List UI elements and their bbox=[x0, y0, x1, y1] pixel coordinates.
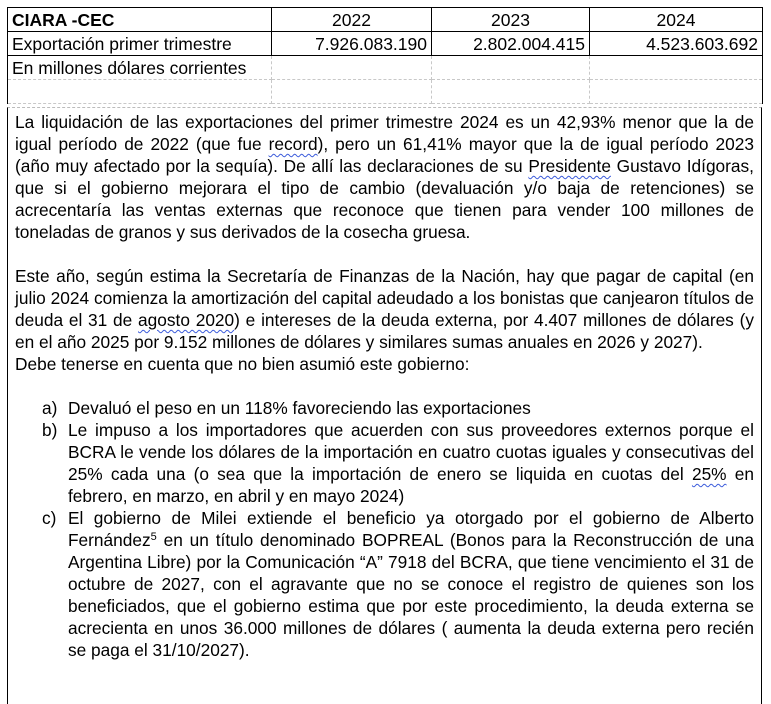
header-year-2023: 2023 bbox=[432, 8, 590, 32]
value-2022: 7.926.083.190 bbox=[272, 32, 432, 56]
spellcheck-word: record bbox=[268, 134, 318, 154]
empty-row bbox=[8, 80, 763, 104]
header-year-2022: 2022 bbox=[272, 8, 432, 32]
table-header-row bbox=[8, 8, 763, 32]
footnote-ref: 5 bbox=[150, 531, 157, 543]
list-item: c) El gobierno de Milei extiende el beneficio ya otorgado por el gobierno de Alberto Fernández$^5$ en un título denominado BOPREAL (Bonos para la Reconstrucción de una Argentina Libre) por la Comunicación “A” 7918 del BCRA, que tiene vencimiento el 31 de octubre de 2027, con el agravante que no se conoce el registro de quienes son los beneficiados, que el gobierno estima que por este procedimiento, la deuda externa se acrecienta en unos 36.000 millones de dólares ( aumenta la deuda externa pero recién se paga el 31/10/2027). bbox=[42, 508, 754, 660]
header-label: CIARA -CEC bbox=[8, 8, 272, 32]
spellcheck-word: Presidente bbox=[528, 156, 611, 176]
unit-row bbox=[8, 56, 763, 80]
exports-table bbox=[7, 7, 763, 104]
paragraph-1: La liquidación de las exportaciones del primer trimestre 2024 es un 42,93% menor que la de igual período de 2022 (que fue record), pero un 61,41% mayor que la de igual período 2023 (año muy afectado por la sequía). De allí las declaraciones de su Presidente Gustavo Idígoras, que si el gobierno mejorara el tipo de cambio (devaluación y/o baja de retenciones) se acrecentaría las ventas externas que reconoce que tienen para vender 100 millones de toneladas de granos y sus derivados de la cosecha gruesa. bbox=[15, 112, 754, 242]
value-2024: 4.523.603.692 bbox=[590, 32, 763, 56]
paragraph-3: Debe tenerse en cuenta que no bien asumió este gobierno: bbox=[15, 354, 470, 374]
spellcheck-word: agosto 2020 bbox=[138, 310, 235, 330]
paragraph-2: Este año, según estima la Secretaría de Finanzas de la Nación, hay que pagar de capital (en julio 2024 comienza la amortización del capital adeudado a los bonistas que canjearon títulos de deuda el 31 de agosto 2020) e intereses de la deuda externa, por 4.407 millones de dólares (y en el año 2025 por 9.152 millones de dólares y similares sumas anuales en 2026 y 2027). bbox=[15, 266, 754, 352]
measures-list bbox=[15, 397, 754, 661]
row-label: Exportación primer trimestre bbox=[8, 32, 272, 56]
body-text-box bbox=[7, 107, 762, 704]
list-item: a) Devaluó el peso en un 118% favoreciendo las exportaciones bbox=[42, 398, 531, 418]
table-row bbox=[8, 32, 763, 56]
list-item: b) Le impuso a los importadores que acuerden con sus proveedores externos porque el BCRA le vende los dólares de la importación en cuatro cuotas iguales y consecutivas del 25% cada una (o sea que la importación de enero se liquida en cuotas del 25% en febrero, en marzo, en abril y en mayo 2024) bbox=[42, 420, 754, 506]
header-year-2024: 2024 bbox=[590, 8, 763, 32]
unit-note: En millones dólares corrientes bbox=[8, 56, 272, 80]
spellcheck-word: 25% bbox=[691, 464, 727, 484]
value-2023: 2.802.004.415 bbox=[432, 32, 590, 56]
